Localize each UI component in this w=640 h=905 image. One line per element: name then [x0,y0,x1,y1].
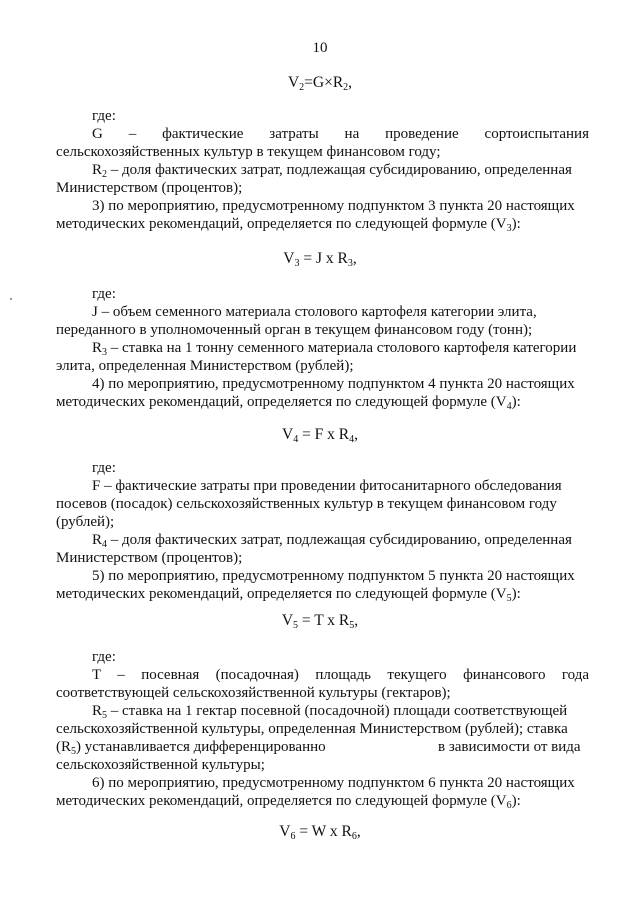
def-t-line2: соответствующей сельскохозяйственной культуры (гектаров); [56,685,451,701]
item-5-line1: 5) по мероприятию, предусмотренному подпунктом 5 пункта 20 настоящих [92,568,575,584]
item-3-line2: методических рекомендаций, определяется по следующей формуле $(V_3)$: [56,216,521,234]
formula-v3: $V_3 = J$ x $R_3$, [283,250,357,269]
def-r5-line4: сельскохозяйственной культуры; [56,757,265,773]
def-r2-line1: $R_2$ – доля фактических затрат, подлежащая субсидированию, определенная [92,162,572,180]
formula-v4: $V_4 = F$ x $R_4$, [281,426,359,445]
formula-v5: $V_5 = T$ x $R_5$, [281,612,359,631]
item-6-line2: методических рекомендаций, определяется по следующей формуле $(V_6)$: [56,793,521,811]
def-t-line1: T – посевная (посадочная) площадь текущего финансового года [92,667,589,683]
item-3-line1: 3) по мероприятию, предусмотренному подпунктом 3 пункта 20 настоящих [92,198,575,214]
def-r5-line1: $R_5$ – ставка на 1 гектар посевной (посадочной) площади соответствующей [92,703,568,721]
def-f-line2: посевов (посадок) сельскохозяйственных культур в текущем финансовом году [56,496,557,512]
where-label: где: [92,649,116,665]
def-r3-line2: элита, определенная Министерством (рублей); [56,358,354,374]
item-4-line2: методических рекомендаций, определяется по следующей формуле $(V_4)$: [56,394,521,412]
def-g-line1: G – фактические затраты на проведение сортоиспытания [92,126,589,142]
def-r3-line1: $R_3$ – ставка на 1 тонну семенного материала столового картофеля категории [92,340,577,358]
def-r5-line3b: в зависимости от вида [438,739,581,755]
where-label: где: [92,460,116,476]
def-j-line2: переданного в уполномоченный орган в текущем финансовом году (тонн); [56,322,533,338]
def-j-line1: J – объем семенного материала столового картофеля категории элита, [92,304,537,320]
item-5-line2: методических рекомендаций, определяется по следующей формуле $(V_5)$: [56,586,521,604]
def-f-line1: F – фактические затраты при проведении фитосанитарного обследования [92,478,562,494]
where-label: где: [92,108,116,124]
scan-speck [10,298,12,300]
def-r4-line2: Министерством (процентов); [56,550,243,566]
page-number: 10 [312,40,328,56]
def-r2-line2: Министерством (процентов); [56,180,243,196]
item-6-line1: 6) по мероприятию, предусмотренному подпунктом 6 пункта 20 настоящих [92,775,575,791]
item-4-line1: 4) по мероприятию, предусмотренному подпунктом 4 пункта 20 настоящих [92,376,575,392]
def-f-line3: (рублей); [56,514,115,530]
def-r5-line3a: $(R_5)$ устанавливается дифференцированно [56,739,326,757]
def-r4-line1: $R_4$ – доля фактических затрат, подлежащая субсидированию, определенная [92,532,572,550]
formula-v2: $V_2=G\times R_2$, [287,74,353,93]
def-g-line2: сельскохозяйственных культур в текущем финансовом году; [56,144,441,160]
def-r5-line2: сельскохозяйственной культуры, определенная Министерством (рублей); ставка [56,721,568,737]
where-label: где: [92,286,116,302]
formula-v6: $V_6 = W$ x $R_6$, [279,823,361,842]
